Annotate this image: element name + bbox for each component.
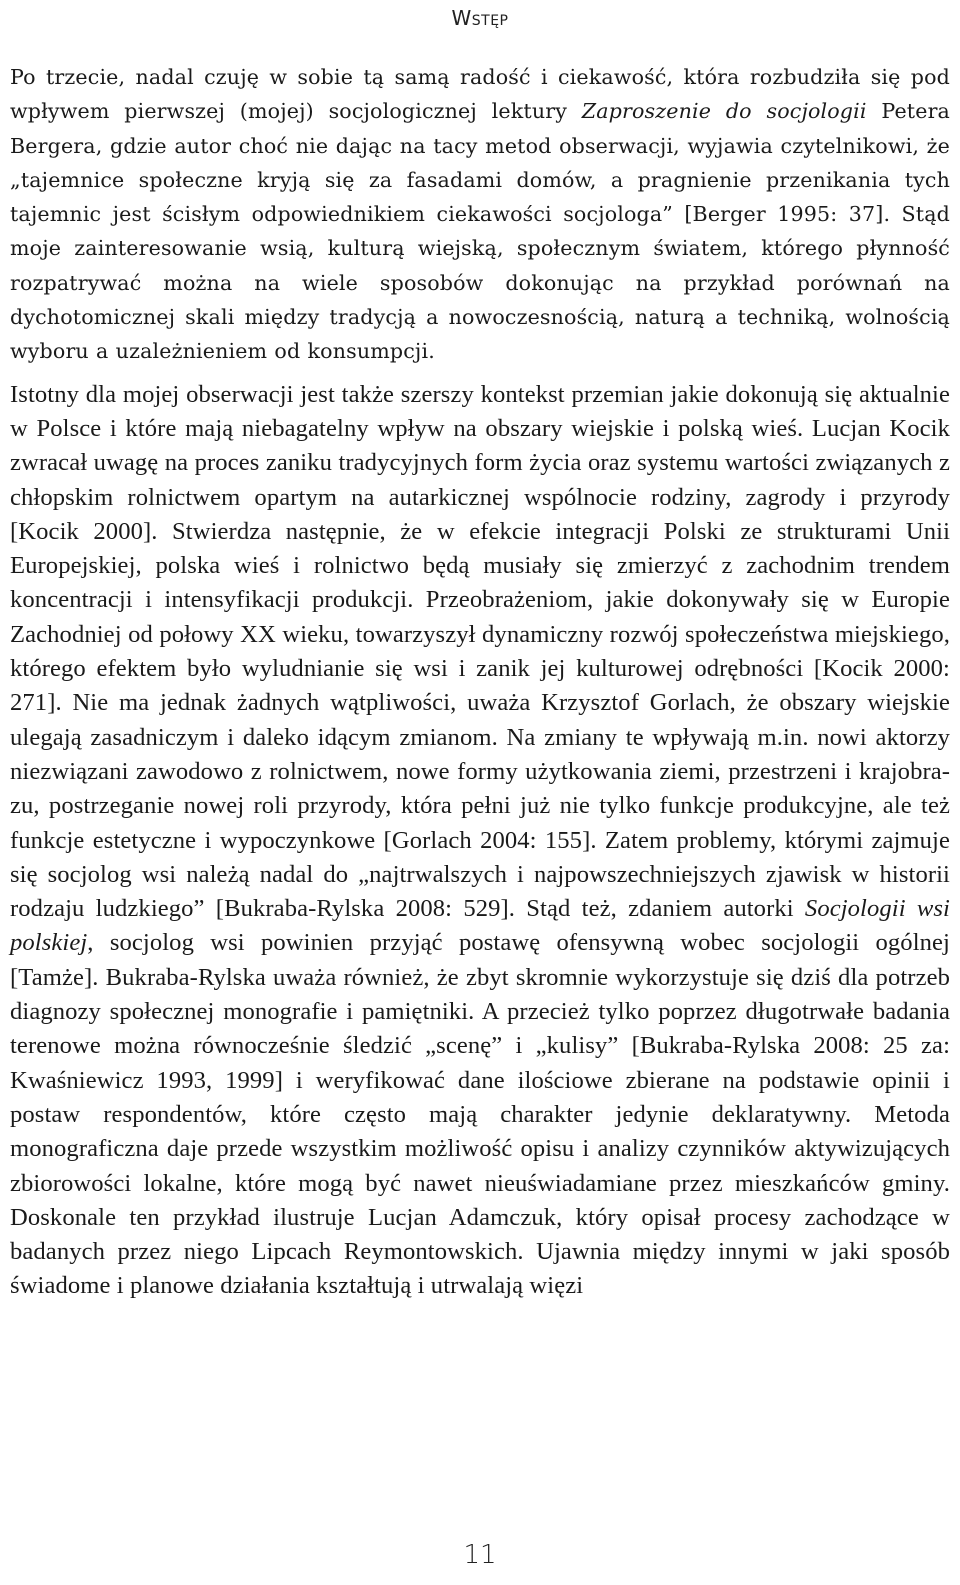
paragraph-1 [10,60,950,369]
page-body [10,60,950,1304]
book-title-italic: Zaproszenie do socjologii [581,99,867,124]
paragraph-2 [10,378,950,1304]
paragraph-1-text: Po trzecie, nadal czuję w sobie tą samą radość i ciekawość, która rozbudziła się pod wpływem pierwszej (mojej) socjologicznej lektury [10,65,950,124]
page-number: 11 [463,1540,497,1570]
paragraph-2-text: Istotny dla mojej obserwacji jest także szerszy kontekst przemian jakie dokonują się aktualnie w Polsce i które mają niebagatelny wpływ na obszary wiejskie i polską wieś. Lucjan Kocik zwracał uwagę na proces zaniku tradycyjnych form życia oraz systemu wartości związanych z chłopskim rolnictwem opartym na autarkicznej wspólnocie rodziny, zagrody i przyrody [Kocik 2000]. Stwierdza następnie, że w efekcie integracji Polski ze strukturami Unii Europejskiej, polska wieś i rolnictwo będą musiały się zmierzyć z zachodnim trendem koncentracji i intensyfikacji produkcji. Przeobrażeniom, jakie dokonywały się w Europie Zachodniej od połowy XX wieku, towarzyszył dynamiczny rozwój społeczeństwa miejskiego, którego efektem było wyludnianie się wsi i zanik jej kulturowej odrębności [Kocik 2000: 271]. Nie ma jednak żadnych wątpliwości, uważa Krzysztof Gorlach, że obszary wiejskie ulegają zasadniczym i daleko idącym zmianom. Na zmiany te wpływają m.in. nowi aktorzy niezwiązani zawodowo z rolnictwem, nowe formy użytkowania ziemi, przestrzeni i krajobrazu, postrzeganie nowej roli przyrody, która pełni już nie tylko funkcje produkcyjne, ale też funkcje estetyczne i wypoczynkowe [Gorlach 2004: 155]. Zatem problemy, którymi zajmuje się socjolog wsi należą nadal do „najtrwalszych i najpowszechniejszych zjawisk w historii rodzaju ludzkiego” [Bukraba-Rylska 2008: 529]. Stąd też, zdaniem autorki [10,380,950,923]
paragraph-1-text-cont: Petera Bergera, gdzie autor choć nie dając na tacy metod obserwacji, wyjawia czytelnikowi, że „tajemnice społeczne kryją się za fasadami domów, a pragnienie przenikania tych tajemnic jest ścisłym odpowiednikiem ciekawości socjologa” [Berger 1995: 37]. Stąd moje zainteresowanie wsią, kulturą wiejską, społecznym światem, którego płynność rozpatrywać można na wiele sposobów dokonując na przykład porównań na dychotomicznej skali między tradycją a nowoczesnością, naturą a techniką, wolnością wyboru a uzależnieniem od konsumpcji. [10,99,950,364]
paragraph-2-text-cont: , socjolog wsi powinien przyjąć postawę ofensywną wobec socjologii ogólnej [Tamże]. Bukraba-Rylska uważa również, że zbyt skromnie wykorzystuje się dziś dla potrzeb diagnozy społecznej monografie i pamiętniki. A przecież tylko poprzez długotrwałe badania terenowe można równocześnie śledzić „scenę” i „kulisy” [Bukraba-Rylska 2008: 25 za: Kwaśniewicz 1993, 1999] i weryfikować dane ilościowe zbierane na podstawie opinii i postaw respondentów, które często mają charakter jedynie deklaratywny. Metoda monograficzna daje przede wszystkim możliwość opisu i analizy czynników aktywizujących zbiorowości lokalne, które mogą być nawet nieuświadamiane przez mieszkańców gminy. Doskonale ten przykład ilustruje Lucjan Adamczuk, który opisał procesy zachodzące w badanych przez niego Lipcach Reymontowskich. Ujawnia między innymi w jaki sposób świadome i planowe działania kształtują i utrwalają więzi [10,929,950,1300]
book-title-italic: Socjologii wsi polskiej [10,895,950,957]
running-head: Wstęp [451,6,509,30]
